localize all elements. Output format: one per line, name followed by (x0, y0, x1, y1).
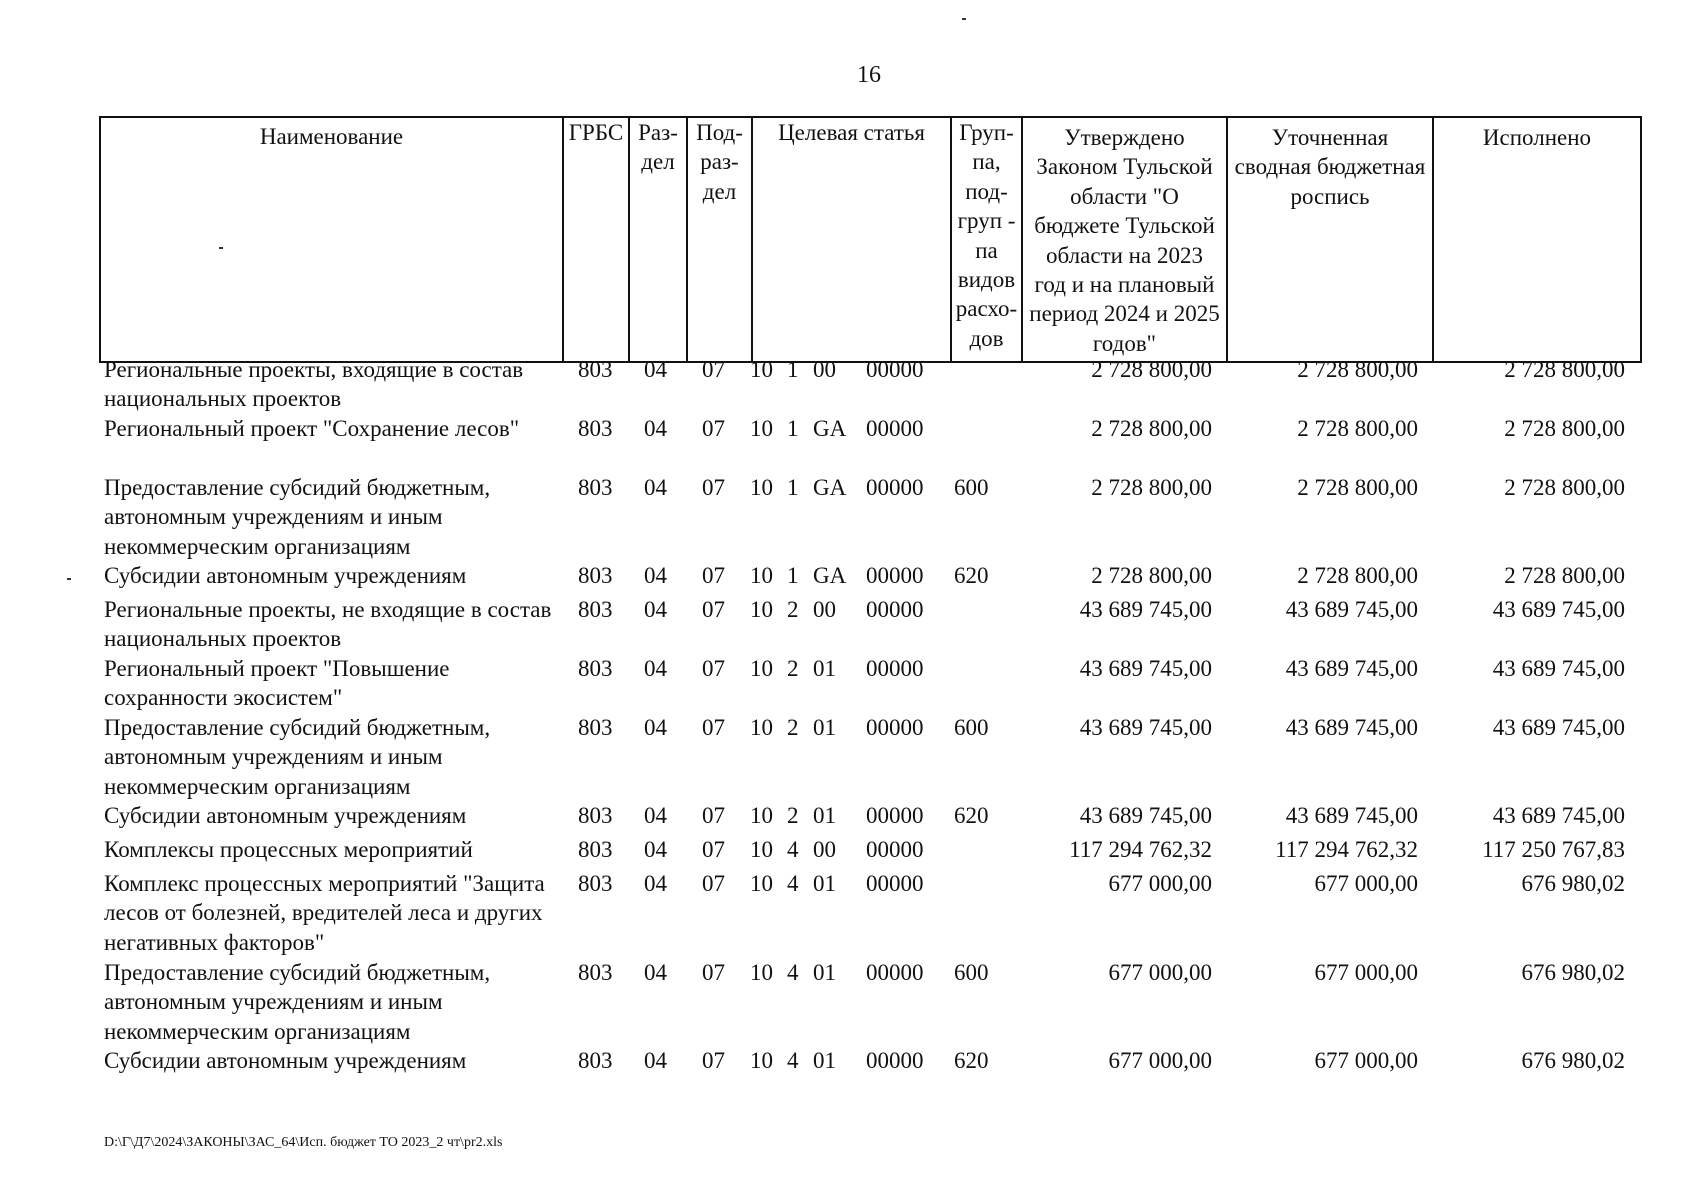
row-refined: 677 000,00 (1314, 960, 1418, 985)
row-target-subprogram: 4 (787, 1048, 799, 1073)
page-number: 16 (857, 62, 881, 88)
row-name: Региональные проекты, не входящие в состав национальных проектов (104, 597, 552, 652)
row-target-program: 10 (750, 803, 773, 828)
row-podrazdel: 07 (702, 597, 725, 622)
row-target-program: 10 (750, 656, 773, 681)
row-approved: 677 000,00 (1108, 960, 1212, 985)
row-razdel: 04 (644, 837, 667, 862)
header-refined-text: Уточненная сводная бюджетная роспись (1234, 125, 1426, 209)
row-grbs: 803 (578, 416, 613, 441)
row-target-direction: 00000 (866, 563, 924, 588)
row-approved: 677 000,00 (1108, 1048, 1212, 1073)
row-target-program: 10 (750, 1048, 773, 1073)
row-razdel: 04 (644, 597, 667, 622)
row-executed: 43 689 745,00 (1492, 656, 1625, 681)
row-group: 620 (954, 1048, 989, 1073)
row-target-event: 01 (813, 803, 836, 828)
row-approved: 43 689 745,00 (1079, 656, 1212, 681)
row-target-subprogram: 1 (787, 416, 799, 441)
row-name: Региональные проекты, входящие в состав национальных проектов (104, 357, 524, 412)
header-target-text: Целевая статья (778, 120, 925, 145)
row-name: Предоставление субсидий бюджетным, автономным учреждениям и иным некоммерческим организациям (104, 715, 491, 799)
row-grbs: 803 (578, 960, 613, 985)
row-executed: 2 728 800,00 (1504, 475, 1625, 500)
row-razdel: 04 (644, 715, 667, 740)
row-executed: 43 689 745,00 (1492, 715, 1625, 740)
row-target-direction: 00000 (866, 656, 924, 681)
row-target-subprogram: 4 (787, 837, 799, 862)
row-executed: 676 980,02 (1521, 1048, 1625, 1073)
row-podrazdel: 07 (702, 357, 725, 382)
row-target-event: 01 (813, 715, 836, 740)
row-approved: 43 689 745,00 (1079, 715, 1212, 740)
row-target-program: 10 (750, 837, 773, 862)
row-target-direction: 00000 (866, 1048, 924, 1073)
row-razdel: 04 (644, 803, 667, 828)
row-refined: 677 000,00 (1314, 871, 1418, 896)
row-target-subprogram: 4 (787, 960, 799, 985)
row-target-subprogram: 2 (787, 803, 799, 828)
file-path-footer: D:\Г\Д7\2024\ЗАКОНЫ\ЗАС_64\Исп. бюджет ТО 2023_2 чт\pr2.xls (104, 1135, 503, 1150)
row-razdel: 04 (644, 656, 667, 681)
row-razdel: 04 (644, 871, 667, 896)
row-executed: 43 689 745,00 (1492, 597, 1625, 622)
row-name: Комплексы процессных мероприятий (104, 837, 473, 862)
row-target-event: GA (813, 563, 847, 588)
row-refined: 2 728 800,00 (1297, 416, 1418, 441)
row-target-program: 10 (750, 960, 773, 985)
scan-speck (962, 18, 966, 20)
row-target-subprogram: 1 (787, 563, 799, 588)
row-target-subprogram: 2 (787, 715, 799, 740)
row-grbs: 803 (578, 563, 613, 588)
row-group: 600 (954, 960, 989, 985)
row-target-subprogram: 2 (787, 597, 799, 622)
row-executed: 676 980,02 (1521, 871, 1625, 896)
row-approved: 43 689 745,00 (1079, 597, 1212, 622)
row-grbs: 803 (578, 837, 613, 862)
row-podrazdel: 07 (702, 803, 725, 828)
header-razdel-text: Раз- дел (638, 120, 678, 175)
row-refined: 43 689 745,00 (1285, 803, 1418, 828)
row-name: Региональный проект "Повышение сохранности экосистем" (104, 656, 450, 711)
row-refined: 43 689 745,00 (1285, 597, 1418, 622)
row-target-direction: 00000 (866, 715, 924, 740)
row-approved: 43 689 745,00 (1079, 803, 1212, 828)
row-target-event: 01 (813, 1048, 836, 1073)
row-target-program: 10 (750, 715, 773, 740)
row-refined: 117 294 762,32 (1275, 837, 1418, 862)
row-grbs: 803 (578, 871, 613, 896)
scan-speck (219, 247, 223, 249)
row-target-direction: 00000 (866, 960, 924, 985)
row-podrazdel: 07 (702, 416, 725, 441)
row-target-direction: 00000 (866, 357, 924, 382)
row-target-program: 10 (750, 475, 773, 500)
row-target-event: 00 (813, 357, 836, 382)
row-razdel: 04 (644, 357, 667, 382)
row-podrazdel: 07 (702, 475, 725, 500)
row-podrazdel: 07 (702, 837, 725, 862)
row-executed: 2 728 800,00 (1504, 563, 1625, 588)
row-group: 600 (954, 475, 989, 500)
row-refined: 43 689 745,00 (1285, 715, 1418, 740)
row-name: Субсидии автономным учреждениям (104, 1048, 467, 1073)
row-target-event: GA (813, 475, 847, 500)
row-target-subprogram: 1 (787, 475, 799, 500)
row-razdel: 04 (644, 1048, 667, 1073)
row-group: 620 (954, 563, 989, 588)
header-approved-text: Утверждено Законом Тульской области "О бюджете Тульской области на 2023 год и на плановый период 2024 и 2025 годов" (1029, 125, 1220, 356)
header-grbs-text: ГРБС (568, 120, 624, 145)
row-target-direction: 00000 (866, 597, 924, 622)
row-target-subprogram: 4 (787, 871, 799, 896)
row-grbs: 803 (578, 803, 613, 828)
row-approved: 2 728 800,00 (1091, 357, 1212, 382)
row-grbs: 803 (578, 475, 613, 500)
row-podrazdel: 07 (702, 1048, 725, 1073)
row-razdel: 04 (644, 960, 667, 985)
row-target-program: 10 (750, 416, 773, 441)
row-podrazdel: 07 (702, 715, 725, 740)
row-name: Субсидии автономным учреждениям (104, 563, 467, 588)
row-podrazdel: 07 (702, 960, 725, 985)
row-razdel: 04 (644, 416, 667, 441)
row-name: Субсидии автономным учреждениям (104, 803, 467, 828)
scan-speck (67, 578, 71, 580)
row-target-direction: 00000 (866, 475, 924, 500)
row-refined: 2 728 800,00 (1297, 475, 1418, 500)
header-executed-text: Исполнено (1482, 125, 1592, 150)
row-approved: 677 000,00 (1108, 871, 1212, 896)
row-target-direction: 00000 (866, 803, 924, 828)
row-target-direction: 00000 (866, 871, 924, 896)
row-target-subprogram: 2 (787, 656, 799, 681)
row-approved: 2 728 800,00 (1091, 475, 1212, 500)
row-grbs: 803 (578, 597, 613, 622)
row-target-program: 10 (750, 563, 773, 588)
row-target-event: 01 (813, 960, 836, 985)
row-target-event: GA (813, 416, 847, 441)
row-group: 600 (954, 715, 989, 740)
row-target-direction: 00000 (866, 416, 924, 441)
row-approved: 2 728 800,00 (1091, 563, 1212, 588)
row-grbs: 803 (578, 715, 613, 740)
row-refined: 677 000,00 (1314, 1048, 1418, 1073)
row-target-program: 10 (750, 871, 773, 896)
row-executed: 676 980,02 (1521, 960, 1625, 985)
row-group: 620 (954, 803, 989, 828)
row-target-direction: 00000 (866, 837, 924, 862)
row-name: Региональный проект "Сохранение лесов" (104, 416, 520, 441)
row-podrazdel: 07 (702, 656, 725, 681)
header-name-text: Наименование (259, 124, 404, 149)
row-target-event: 01 (813, 656, 836, 681)
row-razdel: 04 (644, 475, 667, 500)
row-target-event: 01 (813, 871, 836, 896)
row-executed: 43 689 745,00 (1492, 803, 1625, 828)
row-executed: 2 728 800,00 (1504, 416, 1625, 441)
row-name: Предоставление субсидий бюджетным, автономным учреждениям и иным некоммерческим организациям (104, 960, 491, 1044)
row-podrazdel: 07 (702, 871, 725, 896)
header-group-text: Груп- па, под- груп - па видов расхо- дов (955, 120, 1018, 351)
row-approved: 2 728 800,00 (1091, 416, 1212, 441)
row-target-program: 10 (750, 357, 773, 382)
row-grbs: 803 (578, 656, 613, 681)
row-name: Комплекс процессных мероприятий "Защита лесов от болезней, вредителей леса и других негативных факторов" (104, 871, 545, 955)
row-approved: 117 294 762,32 (1069, 837, 1212, 862)
row-target-event: 00 (813, 597, 836, 622)
row-target-event: 00 (813, 837, 836, 862)
row-name: Предоставление субсидий бюджетным, автономным учреждениям и иным некоммерческим организациям (104, 475, 491, 559)
row-refined: 2 728 800,00 (1297, 563, 1418, 588)
row-executed: 2 728 800,00 (1504, 357, 1625, 382)
header-podrazdel-text: Под- раз- дел (696, 120, 743, 204)
row-target-subprogram: 1 (787, 357, 799, 382)
row-refined: 2 728 800,00 (1297, 357, 1418, 382)
row-executed: 117 250 767,83 (1482, 837, 1625, 862)
row-razdel: 04 (644, 563, 667, 588)
row-podrazdel: 07 (702, 563, 725, 588)
row-grbs: 803 (578, 1048, 613, 1073)
row-grbs: 803 (578, 357, 613, 382)
row-target-program: 10 (750, 597, 773, 622)
row-refined: 43 689 745,00 (1285, 656, 1418, 681)
